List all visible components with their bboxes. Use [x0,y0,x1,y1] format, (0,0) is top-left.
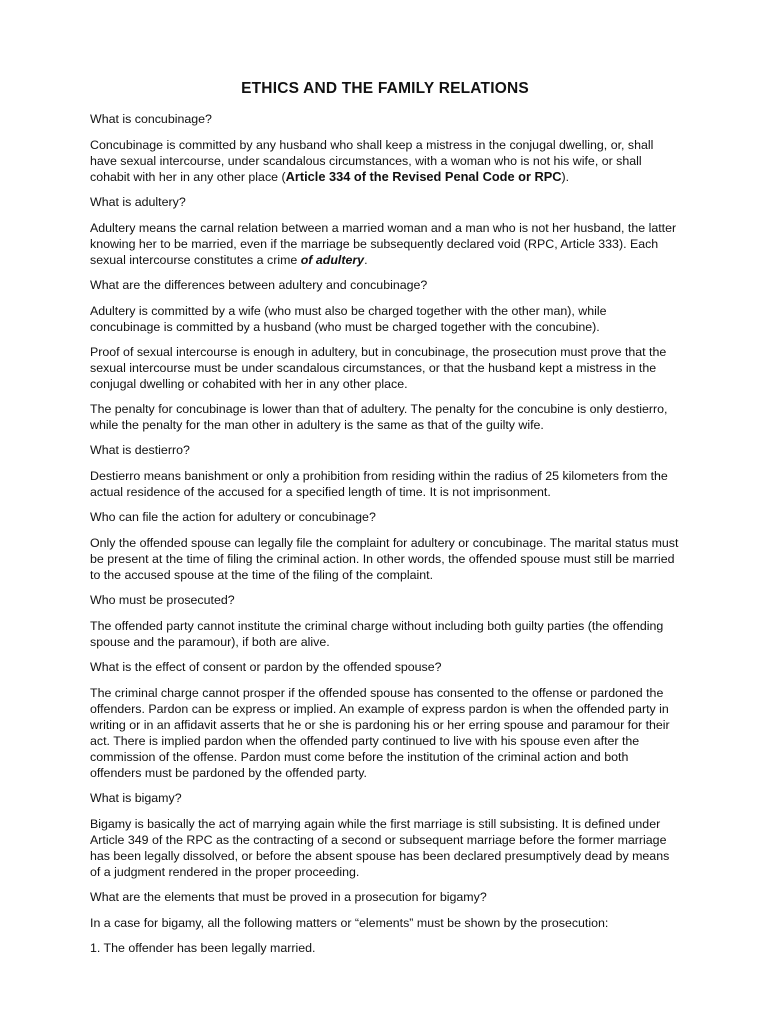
answer-destierro: Destierro means banishment or only a prohibition from residing within the radius of 25 kilometers from the actual residence of the accused for a specified length of time. It is not imprisonment. [90,469,668,499]
question-differences: What are the differences between adultery and concubinage? [90,278,428,292]
emphasis-of-adultery: of adultery [300,253,365,267]
question-adultery: What is adultery? [90,195,186,209]
question-concubinage: What is concubinage? [90,112,212,126]
document-title: ETHICS AND THE FAMILY RELATIONS [241,80,529,97]
answer-consent-pardon: The criminal charge cannot prosper if the offended spouse has consented to the offense or pardoned the offenders. Pardon can be express or implied. An example of express pardon is when the offended party in writing or in an affidavit asserts that he or she is pardoning his or her erring spouse and paramour for their act. There is implied pardon when the offended party continued to live with his spouse even after the commission of the offense. Pardon must come before the institution of the criminal action and both offenders must be pardoned by the offended party. [90,686,670,780]
answer-differences-1: Adultery is committed by a wife (who must also be charged together with the other man), while concubinage is committed by a husband (who must be charged together with the concubine). [90,304,607,334]
answer-text: ). [561,170,570,184]
answer-text: Concubinage is committed by any husband who shall keep a mistress in the conjugal dwelling, or, shall have sexual intercourse, under scandalous circumstances, with a woman who is not his wife, or shall cohabit with her in any other place ( [90,138,654,184]
answer-concubinage [90,137,680,185]
answer-differences-2: Proof of sexual intercourse is enough in adultery, but in concubinage, the prosecution must prove that the sexual intercourse must be under scandalous circumstances, or that the husband kept a mistress in the conjugal dwelling or cohabited with her in any other place. [90,345,667,391]
answer-differences-3: The penalty for concubinage is lower than that of adultery. The penalty for the concubine is only destierro, while the penalty for the man other in adultery is the same as that of the guilty wife. [90,402,668,432]
answer-text: Adultery means the carnal relation between a married woman and a man who is not her husband, the latter knowing her to be married, even if the marriage be subsequently declared void (RPC, Article 333). Each sexual intercourse constitutes a crime [90,221,677,267]
question-bigamy: What is bigamy? [90,791,182,805]
answer-bigamy-elements-intro: In a case for bigamy, all the following matters or “elements” must be shown by the prosecution: [90,916,609,930]
document-body [90,79,680,965]
list-item-element-1: 1. The offender has been legally married. [90,941,316,955]
question-who-prosecuted: Who must be prosecuted? [90,593,235,607]
question-who-can-file: Who can file the action for adultery or concubinage? [90,510,376,524]
answer-who-prosecuted: The offended party cannot institute the criminal charge without including both guilty parties (the offending spouse and the paramour), if both are alive. [90,619,664,649]
answer-text: . [364,253,368,267]
citation-article-334: Article 334 of the Revised Penal Code or RPC [285,169,562,184]
question-bigamy-elements: What are the elements that must be proved in a prosecution for bigamy? [90,890,487,904]
question-consent-pardon: What is the effect of consent or pardon by the offended spouse? [90,660,442,674]
answer-bigamy: Bigamy is basically the act of marrying again while the first marriage is still subsisting. It is defined under Article 349 of the RPC as the contracting of a second or subsequent marriage before the former marriage has been legally dissolved, or before the absent spouse has been declared presumptively dead by means of a judgment rendered in the proper proceeding. [90,817,670,879]
question-destierro: What is destierro? [90,443,190,457]
answer-who-can-file: Only the offended spouse can legally file the complaint for adultery or concubinage. The marital status must be present at the time of filing the criminal action. In other words, the offended spouse must still be married to the accused spouse at the time of the filing of the complaint. [90,536,679,582]
answer-adultery [90,220,680,268]
